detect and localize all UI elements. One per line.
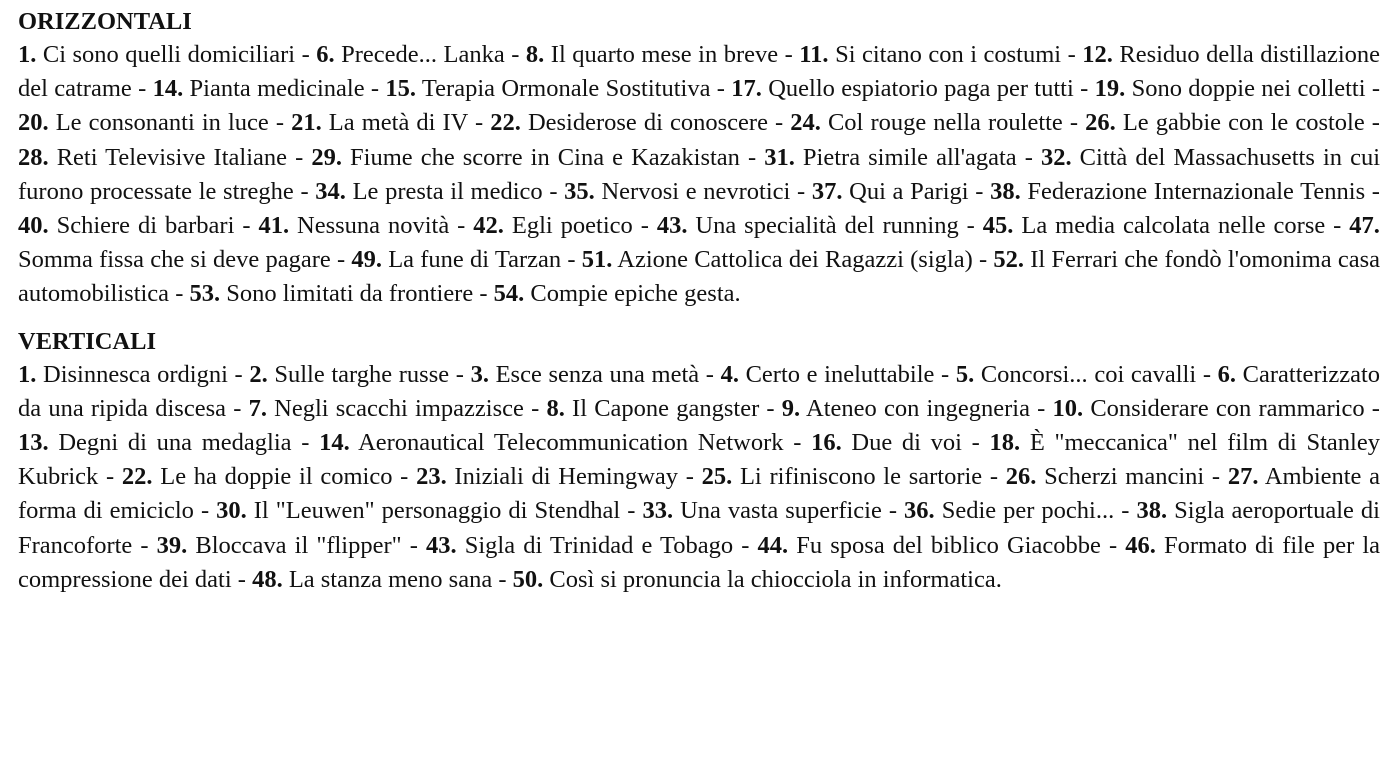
- clue-number: 26.: [1005, 463, 1037, 491]
- clue-item: [249, 395, 524, 422]
- clue-text: Ateneo con ingegneria: [806, 394, 1030, 422]
- clue-item: [904, 497, 1114, 524]
- clue-item: [315, 178, 542, 205]
- clue-text: Ci sono quelli domiciliari: [42, 41, 296, 68]
- clue-number: 8.: [525, 41, 545, 68]
- clue-number: 14.: [319, 429, 350, 457]
- clue-text: Una vasta superficie: [680, 497, 882, 525]
- section-orizzontali: [18, 6, 1380, 312]
- clue-text: Fu sposa del biblico Giacobbe: [796, 531, 1101, 559]
- clue-number: 5.: [955, 360, 975, 388]
- clue-text: Quello espiatorio paga per tutti: [768, 75, 1074, 103]
- clue-text: Il Ferrari che fondò l'omonima casa automobilistica: [18, 246, 1380, 308]
- clue-text: Il Capone gangster: [572, 394, 760, 422]
- clue-number: 37.: [811, 177, 843, 205]
- clue-text: Sedie per pochi...: [941, 497, 1115, 525]
- clue-item: [18, 144, 287, 171]
- clue-list-verticali: 1. Disinnesca ordigni - 2. Sulle targhe russe - 3. Esce senza una metà - 4. Certo e ineluttabile - 5. Concorsi... coi cavalli - 6. Caratterizzato da una ripida discesa - 7. Negli scacchi impazzisce - 8. Il Capone gangster - 9. Ateneo con ingegneria - 10. Considerare con rammarico - 13. Degni di una medaglia - 14. Aeronautical Telecommunication Network - 16. Due di voi - 18. È "meccanica" nel film di Stanley Kubrick - 22. Le ha doppie il comico - 23. Iniziali di Hemingway - 25. Li rifiniscono le sartorie - 26. Scherzi mancini - 27. Ambiente a forma di emiciclo - 30. Il "Leuwen" personaggio di Stendhal - 33. Una vasta superficie - 36. Sedie per pochi... - 38. Sigla aeroportuale di Francoforte - 39. Bloccava il "flipper" - 43. Sigla di Trinidad e Tobago - 44. Fu sposa del biblico Giacobbe - 46. Formato di file per la compressione dei dati - 48. La stanza meno sana - 50. Così si pronuncia la chiocciola in informatica.: [18, 360, 1381, 593]
- clue-text: La fune di Tarzan: [388, 246, 562, 274]
- clue-item: [731, 75, 1074, 102]
- clue-item: [702, 463, 983, 490]
- clue-text: Certo e ineluttabile: [745, 360, 935, 388]
- clue-number: 28.: [18, 143, 49, 171]
- clue-item: [564, 178, 790, 205]
- clue-text: Le presta il medico: [352, 177, 543, 205]
- clue-item: [157, 532, 402, 559]
- clue-item: [1085, 109, 1365, 136]
- clue-item: [1095, 75, 1366, 102]
- clue-item: [790, 109, 1063, 136]
- clue-text: Degni di una medaglia: [58, 429, 292, 457]
- clue-item: [758, 532, 1101, 559]
- clue-number: 14.: [152, 75, 184, 103]
- clue-text: Formato di file per la compressione dei dati: [18, 531, 1381, 593]
- clue-text: Somma fissa che si deve pagare: [18, 246, 331, 274]
- clue-number: 52.: [993, 246, 1024, 274]
- clue-item: [582, 246, 973, 273]
- clue-item: [782, 395, 1030, 422]
- clue-number: 43.: [426, 531, 457, 559]
- clue-text: Desiderose di conoscere: [527, 109, 768, 137]
- clue-text: Città del Massachusetts in cui furono processate le streghe: [18, 143, 1381, 205]
- clue-item: [546, 395, 759, 422]
- clue-text: La metà di IV: [328, 109, 468, 137]
- clue-item: [494, 280, 741, 307]
- clue-item: [811, 429, 962, 456]
- clue-number: 41.: [258, 212, 290, 240]
- clue-number: 42.: [473, 212, 504, 240]
- clue-text: Egli poetico: [511, 212, 633, 240]
- clue-text: Precede... Lanka: [341, 41, 505, 68]
- clue-text: Reti Televisive Italiane: [56, 143, 288, 171]
- clue-item: [1006, 463, 1204, 490]
- clue-number: 9.: [781, 394, 801, 422]
- clue-number: 35.: [564, 177, 595, 205]
- clue-text: La media calcolata nelle corse: [1021, 212, 1326, 240]
- clue-text: Il quarto mese in breve: [550, 41, 779, 68]
- clue-text: Aeronautical Telecommunication Network: [358, 429, 784, 457]
- clue-text: Compie epiche gesta.: [530, 280, 741, 308]
- clue-item: [473, 212, 632, 239]
- clue-number: 36.: [904, 497, 935, 525]
- clue-item: [642, 497, 881, 524]
- clue-text: Due di voi: [851, 429, 962, 457]
- clue-item: [526, 41, 778, 68]
- clue-number: 11.: [799, 41, 829, 68]
- clue-item: [18, 109, 269, 136]
- clue-number: 19.: [1094, 75, 1126, 103]
- clue-item: [513, 566, 1002, 593]
- clue-item: [249, 361, 449, 388]
- clue-text: Pietra simile all'agata: [802, 143, 1017, 171]
- clue-number: 16.: [811, 429, 842, 457]
- clue-text: Sulle targhe russe: [274, 360, 450, 388]
- clue-text: Sono limitati da frontiere: [226, 280, 474, 308]
- clue-text: Terapia Ormonale Sostitutiva: [421, 75, 711, 103]
- clue-text: Si citano con i costumi: [835, 41, 1062, 68]
- clue-number: 1.: [18, 360, 37, 388]
- clue-item: [657, 212, 959, 239]
- clue-text: Sigla di Trinidad e Tobago: [464, 531, 734, 559]
- clue-text: Le consonanti in luce: [55, 109, 269, 137]
- clue-item: [311, 144, 740, 171]
- clue-text: Schiere di barbari: [56, 212, 235, 240]
- clue-number: 10.: [1052, 394, 1084, 422]
- clue-text: Esce senza una metà: [495, 360, 700, 388]
- clue-number: 31.: [764, 143, 795, 171]
- clue-item: [983, 212, 1325, 239]
- clue-number: 51.: [581, 246, 613, 274]
- clue-item: [189, 280, 473, 307]
- clue-number: 34.: [315, 177, 346, 205]
- clue-item: [18, 41, 295, 68]
- clue-item: [812, 178, 969, 205]
- section-verticali: [18, 326, 1380, 597]
- section-title-verticali: VERTICALI: [18, 327, 157, 355]
- clue-number: 54.: [493, 280, 525, 308]
- clue-item: [799, 41, 1061, 68]
- clue-number: 30.: [216, 497, 247, 525]
- clue-item: [764, 144, 1016, 171]
- clue-text: Concorsi... coi cavalli: [980, 360, 1197, 388]
- clue-item: [291, 109, 468, 136]
- clue-number: 20.: [18, 109, 49, 137]
- clue-item: [490, 109, 768, 136]
- clue-number: 4.: [720, 360, 739, 388]
- clue-number: 23.: [416, 463, 447, 491]
- clue-item: [319, 429, 783, 456]
- clue-item: [351, 246, 561, 273]
- clue-text: È "meccanica" nel film di Stanley Kubrick: [18, 429, 1380, 491]
- clue-text: Qui a Parigi: [849, 177, 969, 205]
- clue-number: 22.: [121, 463, 153, 491]
- clue-number: 7.: [248, 394, 267, 422]
- clue-number: 3.: [470, 360, 489, 388]
- clue-number: 15.: [385, 75, 417, 103]
- clue-text: Federazione Internazionale Tennis: [1027, 177, 1366, 205]
- clue-list-orizzontali: 1. Ci sono quelli domiciliari - 6. Precede... Lanka - 8. Il quarto mese in breve - 11. Si citano con i costumi - 12. Residuo della distillazione del catrame - 14. Pianta medicinale - 15. Terapia Ormonale Sostitutiva - 17. Quello espiatorio paga per tutti - 19. Sono doppie nei colletti - 20. Le consonanti in luce - 21. La metà di IV - 22. Desiderose di conoscere - 24. Col rouge nella roulette - 26. Le gabbie con le costole - 28. Reti Televisive Italiane - 29. Fiume che scorre in Cina e Kazakistan - 31. Pietra simile all'agata - 32. Città del Massachusetts in cui furono processate le streghe - 34. Le presta il medico - 35. Nervosi e nevrotici - 37. Qui a Parigi - 38. Federazione Internazionale Tennis - 40. Schiere di barbari - 41. Nessuna novità - 42. Egli poetico - 43. Una specialità del running - 45. La media calcolata nelle corse - 47. Somma fissa che si deve pagare - 49. La fune di Tarzan - 51. Azione Cattolica dei Ragazzi (sigla) - 52. Il Ferrari che fondò l'omonima casa automobilistica - 53. Sono limitati da frontiere - 54. Compie epiche gesta.: [18, 41, 1381, 308]
- clue-number: 29.: [311, 143, 342, 171]
- clue-number: 13.: [18, 429, 49, 457]
- clue-text: Le gabbie con le costole: [1122, 109, 1365, 137]
- clue-text: Nessuna novità: [297, 212, 450, 240]
- clue-item: [1053, 395, 1365, 422]
- clue-number: 1.: [18, 41, 37, 68]
- clue-text: Sono doppie nei colletti: [1131, 75, 1366, 103]
- clue-number: 21.: [291, 109, 322, 137]
- clue-text: Li rifiniscono le sartorie: [739, 463, 983, 491]
- clue-item: [18, 429, 292, 456]
- clue-text: Una specialità del running: [695, 212, 959, 240]
- clue-text: Col rouge nella roulette: [827, 109, 1063, 137]
- clue-text: Fiume che scorre in Cina e Kazakistan: [350, 143, 740, 171]
- clue-number: 18.: [989, 429, 1021, 457]
- clue-item: [18, 361, 228, 388]
- clue-item: [216, 497, 620, 524]
- clue-item: [18, 212, 234, 239]
- clue-number: 25.: [701, 463, 733, 491]
- clue-text: Così si pronuncia la chiocciola in informatica.: [549, 565, 1002, 593]
- clue-text: Le ha doppie il comico: [160, 463, 393, 491]
- clue-number: 6.: [1217, 360, 1236, 388]
- clue-number: 43.: [656, 212, 688, 240]
- clue-text: Iniziali di Hemingway: [454, 463, 679, 491]
- clue-item: [990, 178, 1365, 205]
- clue-number: 2.: [249, 360, 268, 388]
- clue-text: Ambiente a forma di emiciclo: [18, 463, 1381, 525]
- clue-number: 39.: [156, 531, 188, 559]
- clue-text: Pianta medicinale: [189, 75, 365, 103]
- clue-text: Negli scacchi impazzisce: [274, 394, 524, 422]
- clue-item: [721, 361, 935, 388]
- clue-number: 44.: [757, 531, 789, 559]
- clue-text: Residuo della distillazione del catrame: [18, 41, 1381, 103]
- clue-number: 53.: [189, 280, 221, 308]
- clue-text: Azione Cattolica dei Ragazzi (sigla): [617, 246, 973, 274]
- clue-item: [122, 463, 393, 490]
- clue-number: 50.: [512, 565, 544, 593]
- section-title-orizzontali: ORIZZONTALI: [18, 8, 192, 35]
- clue-number: 33.: [642, 497, 674, 525]
- clue-number: 17.: [731, 75, 762, 103]
- clue-number: 46.: [1125, 531, 1156, 559]
- clue-item: [258, 212, 449, 239]
- clue-text: Disinnesca ordigni: [43, 360, 228, 388]
- clue-text: Il "Leuwen" personaggio di Stendhal: [253, 497, 621, 525]
- clue-number: 40.: [18, 212, 49, 240]
- clue-number: 45.: [982, 212, 1014, 240]
- clue-number: 38.: [990, 177, 1021, 205]
- clue-item: [956, 361, 1196, 388]
- clue-text: Scherzi mancini: [1044, 463, 1205, 491]
- clue-number: 38.: [1136, 497, 1168, 525]
- clue-text: Caratterizzato da una ripida discesa: [18, 360, 1381, 422]
- clue-item: [471, 361, 700, 388]
- clue-number: 12.: [1082, 41, 1113, 68]
- clue-number: 47.: [1349, 212, 1380, 240]
- clue-number: 24.: [790, 109, 821, 137]
- clue-number: 22.: [490, 109, 521, 137]
- clue-number: 49.: [351, 246, 382, 274]
- clue-text: Bloccava il "flipper": [195, 531, 402, 559]
- clue-text: La stanza meno sana: [288, 565, 493, 593]
- clue-item: [316, 41, 505, 68]
- clue-number: 32.: [1040, 143, 1072, 171]
- clue-item: [153, 75, 365, 102]
- clue-text: Considerare con rammarico: [1090, 394, 1365, 422]
- clue-number: 27.: [1227, 463, 1259, 491]
- clue-text: Sigla aeroportuale di Francoforte: [18, 497, 1380, 559]
- clue-item: [252, 566, 492, 593]
- clue-item: [426, 532, 733, 559]
- clue-item: [385, 75, 710, 102]
- clue-number: 48.: [252, 565, 283, 593]
- clue-text: Nervosi e nevrotici: [601, 177, 791, 205]
- clue-number: 6.: [316, 41, 335, 68]
- clue-number: 8.: [546, 394, 565, 422]
- clue-item: [416, 463, 678, 490]
- clue-number: 26.: [1085, 109, 1116, 137]
